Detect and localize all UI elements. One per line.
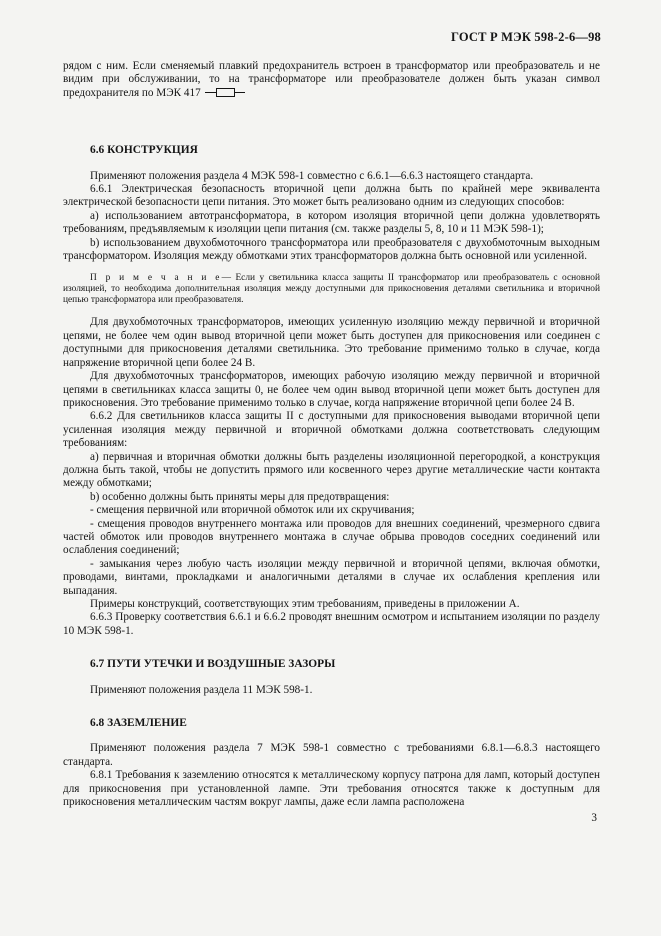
paragraph: 6.6.1 Электрическая безопасность вторичной цепи должна быть по крайней мере эквивалента электрической безопасности цепи питания. Это может быть реализовано одним из следующих способов:: [63, 183, 600, 209]
section-heading-6-6: 6.6 КОНСТРУКЦИЯ: [90, 144, 198, 157]
intro-paragraph: [63, 60, 600, 100]
paragraph: а) использованием автотрансформатора, в котором изоляция вторичной цепи должна удовлетворять требованиям, предъявляемым к изоляции цепи питания (см. также разделы 5, 8, 10 и 11 МЭК 598-1);: [63, 209, 600, 236]
paragraph: а) первичная и вторичная обмотки должны быть разделены изоляционной перегородкой, а конструкция должна быть такой, чтобы не допустить прямого или косвенного через другие металлические части контакта между обмотками;: [63, 450, 600, 490]
page-content: [63, 60, 600, 809]
note-label: П р и м е ч а н и е: [90, 273, 222, 284]
document-header: ГОСТ Р МЭК 598-2-6—98: [450, 30, 601, 44]
paragraph: Применяют положения раздела 4 МЭК 598-1 совместно с 6.6.1—6.6.3 настоящего стандарта.: [90, 169, 534, 182]
section-heading-6-8: 6.8 ЗАЗЕМЛЕНИЕ: [90, 717, 187, 730]
note-text: — Если у светильника класса защиты II трансформатор или преобразователь с основной изоляцией, то необходима дополнительная изоляция между доступными для прикосновения деталями светильника и вторичной цепью трансформатора или преобразователя.: [63, 273, 600, 306]
paragraph: Для двухобмоточных трансформаторов, имеющих рабочую изоляцию между первичной и вторичной цепями в светильниках класса защиты 0, не более чем один вывод вторичной цепи может быть доступен для прикосновения. Это требование применимо только в случае, когда напряжение вторичной цепи более 24 В.: [63, 370, 600, 409]
page-number: 3: [591, 812, 597, 824]
paragraph: b) особенно должны быть приняты меры для предотвращения:: [90, 490, 390, 503]
paragraph: Для двухобмоточных трансформаторов, имеющих усиленную изоляцию между первичной и вторичной цепями, не более чем один вывод вторичной цепи может быть доступен для прикосновения или соединен с доступными для прикосновения деталями светильника. Это требование применимо только в случае, когда напряжение вторичной цепи более 24 В.: [63, 316, 600, 369]
note-paragraph: [63, 273, 600, 306]
list-item: - смещения первичной или вторичной обмоток или их скручивания;: [90, 504, 415, 517]
section-heading-6-7: 6.7 ПУТИ УТЕЧКИ И ВОЗДУШНЫЕ ЗАЗОРЫ: [90, 658, 336, 671]
list-item: - замыкания через любую часть изоляции между первичной и вторичной цепями, включая обмотки, проводами, винтами, прокладками и аналогичными деталями в случае их ослабления крепления или выпадания.: [63, 557, 600, 597]
paragraph: Примеры конструкций, соответствующих этим требованиям, приведены в приложении А.: [90, 598, 520, 610]
paragraph: Применяют положения раздела 11 МЭК 598-1.: [90, 683, 313, 696]
list-item: - смещения проводов внутреннего монтажа или проводов для внешних соединений, чрезмерного сдвига частей обмоток или проводов внутреннего монтажа в случае обрыва проводов соседних соединений или ослабления соединений;: [63, 517, 600, 557]
paragraph: 6.6.2 Для светильников класса защиты II с доступными для прикосновения выводами вторичной цепи усиленная изоляция между первичной и вторичной обмотками должна соответствовать следующим требованиям:: [63, 410, 600, 450]
paragraph: 6.6.3 Проверку соответствия 6.6.1 и 6.6.2 проводят внешним осмотром и испытанием изоляции по разделу 10 МЭК 598-1.: [63, 611, 600, 637]
paragraph: b) использованием двухобмоточного трансформатора или преобразователя с двухобмоточным выходным трансформатором. Изоляция между обмотками этих трансформаторов должна быть основной или усиленной.: [63, 236, 600, 263]
intro-text: рядом с ним. Если сменяемый плавкий предохранитель встроен в трансформатор или преобразователь и не видим при обслуживании, то на трансформаторе или преобразователе должен быть указан символ предохранителя по МЭК 417: [63, 60, 600, 99]
paragraph: 6.8.1 Требования к заземлению относятся к металлическому корпусу патрона для ламп, который доступен для прикосновения при установленной лампе. Эти требования относятся также к доступным для прикосновения металлическим частям вокруг лампы, даже если лампа расположена: [63, 769, 600, 809]
fuse-symbol-icon: [205, 87, 245, 97]
paragraph: Применяют положения раздела 7 МЭК 598-1 совместно с требованиями 6.8.1—6.8.3 настоящего стандарта.: [63, 742, 600, 768]
